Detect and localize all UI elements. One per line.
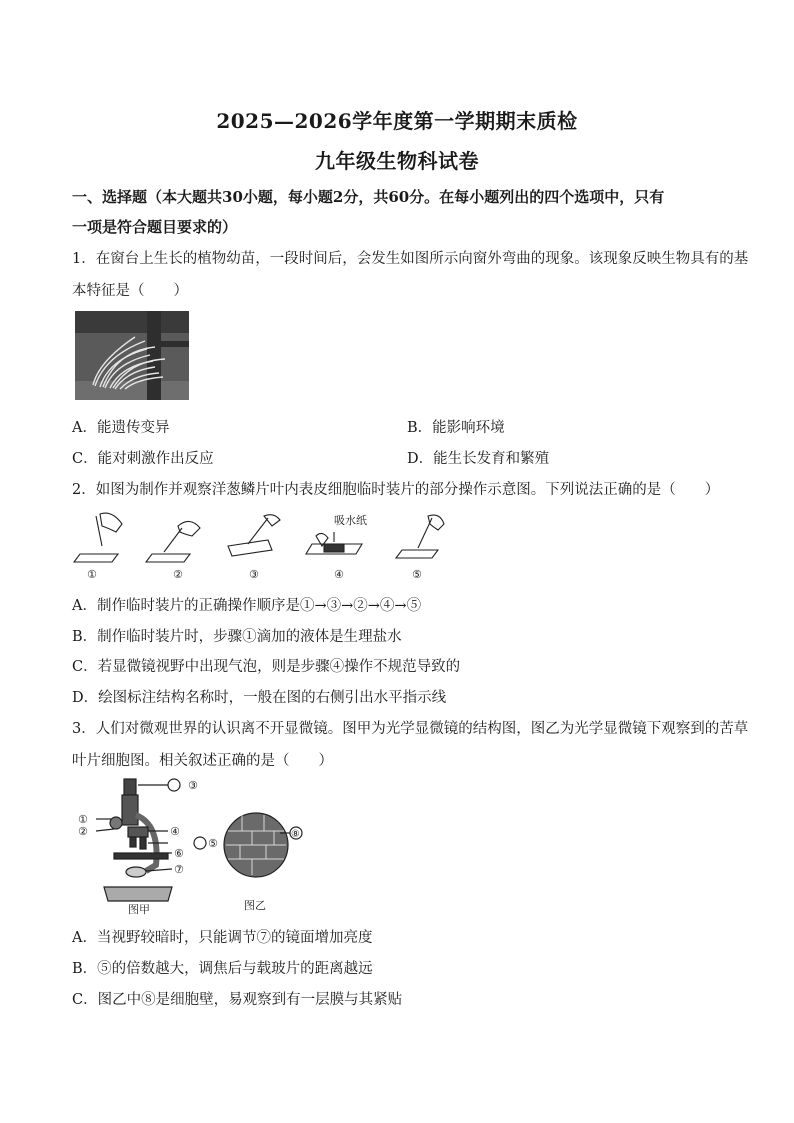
part-label-8: ⑧: [291, 829, 300, 840]
q2-step-label-3: ③: [249, 568, 259, 581]
q2-option-a: A．制作临时装片的正确操作顺序是①→③→②→④→⑤: [72, 598, 422, 614]
q3-microscope-figure: [76, 775, 308, 919]
q1-stem-line2: 本特征是（ ）: [72, 283, 188, 299]
part-label-6: ⑥: [174, 847, 184, 860]
q1-option-c: C．能对刺激作出反应: [72, 451, 214, 467]
part-label-4: ④: [170, 825, 180, 838]
q2-step-label-4: ④: [334, 568, 344, 581]
q3-option-a: A．当视野较暗时，只能调节⑦的镜面增加亮度: [72, 930, 373, 946]
part-label-1: ①: [78, 813, 88, 826]
q3-stem-line2: 叶片细胞图。相关叙述正确的是（ ）: [72, 753, 333, 769]
part-label-7: ⑦: [174, 863, 184, 876]
q3-option-c: C．图乙中⑧是细胞壁，易观察到有一层膜与其紧贴: [72, 992, 403, 1008]
part-label-3: ③: [188, 779, 198, 792]
q2-option-b: B．制作临时装片时，步骤①滴加的液体是生理盐水: [72, 629, 402, 645]
q2-step-label-5: ⑤: [412, 568, 422, 581]
q2-option-c: C．若显微镜视野中出现气泡，则是步骤④操作不规范导致的: [72, 659, 461, 675]
q3-option-b: B．⑤的倍数越大，调焦后与载玻片的距离越远: [72, 961, 373, 977]
figure-yi-caption: 图乙: [244, 899, 266, 912]
figure-jia-caption: 图甲: [128, 903, 150, 915]
q1-seedling-photo: [75, 311, 189, 404]
part-label-2: ②: [78, 825, 88, 838]
q2-step-label-1: ①: [87, 568, 97, 581]
exam-title: 2025—2026学年度第一学期期末质检: [216, 109, 578, 133]
q2-option-d: D．绘图标注结构名称时，一般在图的右侧引出水平指示线: [72, 690, 447, 706]
q1-stem-line1: 1．在窗台上生长的植物幼苗，一段时间后，会发生如图所示向窗外弯曲的现象。该现象反映生物具有的基: [72, 251, 749, 267]
q1-option-a: A．能遗传变异: [72, 420, 170, 436]
exam-subtitle: 九年级生物科试卷: [315, 149, 479, 173]
q1-option-b: B．能影响环境: [407, 420, 505, 436]
q3-stem-line1: 3．人们对微观世界的认识离不开显微镜。图甲为光学显微镜的结构图，图乙为光学显微镜下观察到的苦草: [72, 721, 749, 737]
q2-procedure-figure: [72, 506, 462, 586]
part-label-5: ⑤: [208, 837, 218, 850]
q1-option-d: D．能生长发育和繁殖: [407, 451, 550, 467]
q2-step-label-2: ②: [173, 568, 183, 581]
blotting-paper-label: 吸水纸: [334, 514, 367, 527]
section-heading-line1: 一、选择题（本大题共30小题，每小题2分，共60分。在每小题列出的四个选项中，只有: [72, 188, 665, 206]
q2-stem-line1: 2．如图为制作并观察洋葱鳞片叶内表皮细胞临时装片的部分操作示意图。下列说法正确的是（ ）: [72, 482, 720, 498]
section-heading-line2: 一项是符合题目要求的）: [72, 218, 238, 236]
